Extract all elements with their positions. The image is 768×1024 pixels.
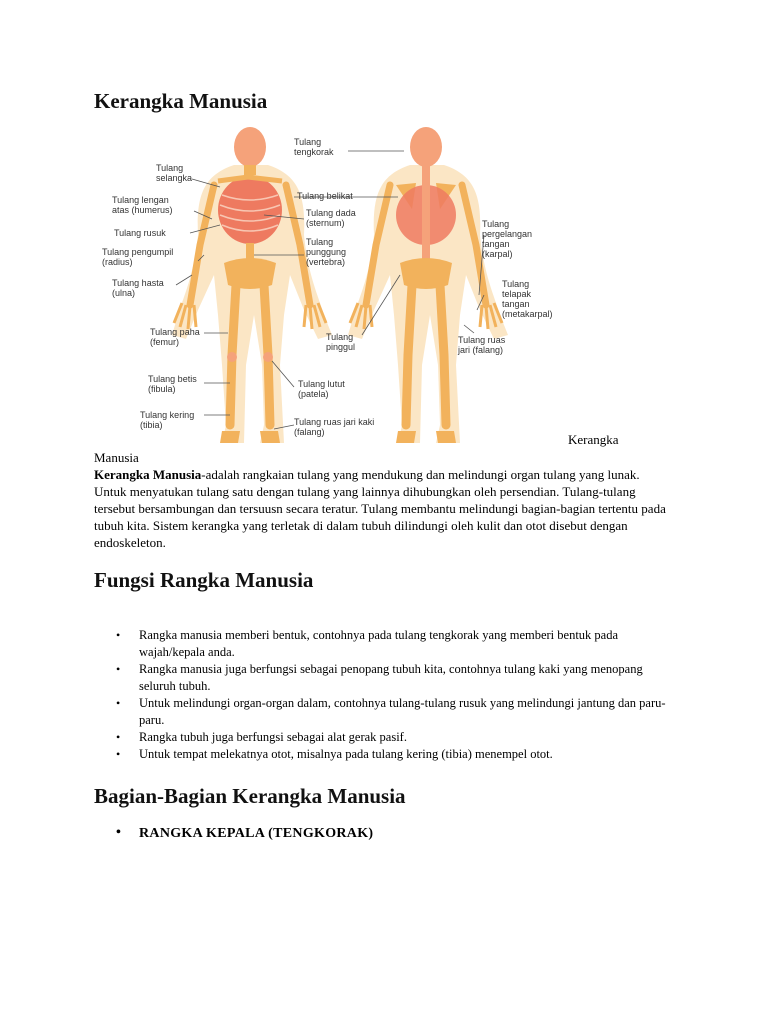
- intro-text: -adalah rangkaian tulang yang mendukung dan melindungi organ tulang yang lunak. Untuk menyatukan tulang satu dengan tulang yang lainnya dihubungkan oleh persendian. Tulang-tulang tersebut bersambungan dan tersuusn secara teratur. Tulang membantu melindungi bagian-bagian tertentu pada tubuh kita. Sistem kerangka yang terletak di dalam tubuh dilindungi oleh kulit dan otot disebut dengan endoskeleton.: [94, 467, 666, 550]
- label-paha: Tulang paha (femur): [150, 327, 200, 347]
- label-ruas-jari: Tulang ruas jari (falang): [458, 335, 506, 355]
- label-lutut: Tulang lutut (patela): [298, 379, 345, 399]
- label-dada: Tulang dada (sternum): [306, 208, 356, 228]
- intro-paragraph: [94, 466, 672, 551]
- list-item: [94, 826, 373, 842]
- list-item-text: Untuk melindungi organ-organ dalam, contohnya tulang-tulang rusuk yang melindungi jantung dan paru-paru.: [139, 696, 666, 727]
- label-lengan-atas: Tulang lengan atas (humerus): [112, 195, 173, 215]
- label-tengkorak: Tulang tengkorak: [294, 137, 334, 157]
- bullet-icon: •: [116, 696, 121, 710]
- bagian-list: [94, 826, 373, 842]
- label-rusuk: Tulang rusuk: [114, 228, 166, 238]
- list-item-text: RANGKA KEPALA (TENGKORAK): [139, 826, 374, 841]
- figure-caption-left: Manusia: [94, 450, 139, 465]
- label-pinggul: Tulang pinggul: [326, 332, 356, 352]
- bullet-icon: •: [116, 747, 121, 761]
- label-selangka: Tulang selangka: [156, 163, 193, 183]
- list-item-text: Rangka tubuh juga berfungsi sebagai alat gerak pasif.: [139, 730, 407, 744]
- section-title-fungsi: Fungsi Rangka Manusia: [94, 568, 314, 592]
- section-title-bagian: Bagian-Bagian Kerangka Manusia: [94, 784, 406, 808]
- label-belikat: Tulang belikat: [297, 191, 353, 201]
- skeleton-figure: [94, 125, 574, 450]
- bullet-icon: •: [116, 825, 122, 840]
- bullet-icon: •: [116, 730, 121, 744]
- list-item: [94, 661, 674, 695]
- list-item-text: Untuk tempat melekatnya otot, misalnya pada tulang kering (tibia) menempel otot.: [139, 747, 553, 761]
- list-item: [94, 627, 674, 661]
- fungsi-list: [94, 627, 674, 763]
- label-betis: Tulang betis (fibula): [148, 374, 197, 394]
- label-telapak: Tulang telapak tangan (metakarpal): [502, 279, 553, 319]
- bullet-icon: •: [116, 662, 121, 676]
- label-kering: Tulang kering (tibia): [140, 410, 195, 430]
- bullet-icon: •: [116, 628, 121, 642]
- page-title: Kerangka Manusia: [94, 89, 268, 113]
- list-item: [94, 695, 674, 729]
- intro-term: Kerangka Manusia: [94, 467, 202, 482]
- label-pergelangan: Tulang pergelangan tangan (karpal): [482, 219, 533, 259]
- list-item-text: Rangka manusia memberi bentuk, contohnya pada tulang tengkorak yang memberi bentuk pada wajah/kepala anda.: [139, 628, 619, 659]
- skeleton-diagram: [94, 125, 574, 450]
- label-hasta: Tulang hasta (ulna): [112, 278, 164, 298]
- list-item: [94, 729, 674, 746]
- figure-caption-right: Kerangka: [568, 432, 619, 447]
- label-ruas-kaki: Tulang ruas jari kaki (falang): [294, 417, 375, 437]
- label-punggung: Tulang punggung (vertebra): [306, 237, 347, 267]
- back-skeleton: [348, 127, 508, 443]
- list-item-text: Rangka manusia juga berfungsi sebagai penopang tubuh kita, contohnya tulang kaki yang menopang seluruh tubuh.: [139, 662, 643, 693]
- label-pengumpil: Tulang pengumpil (radius): [102, 247, 174, 267]
- list-item: [94, 746, 674, 763]
